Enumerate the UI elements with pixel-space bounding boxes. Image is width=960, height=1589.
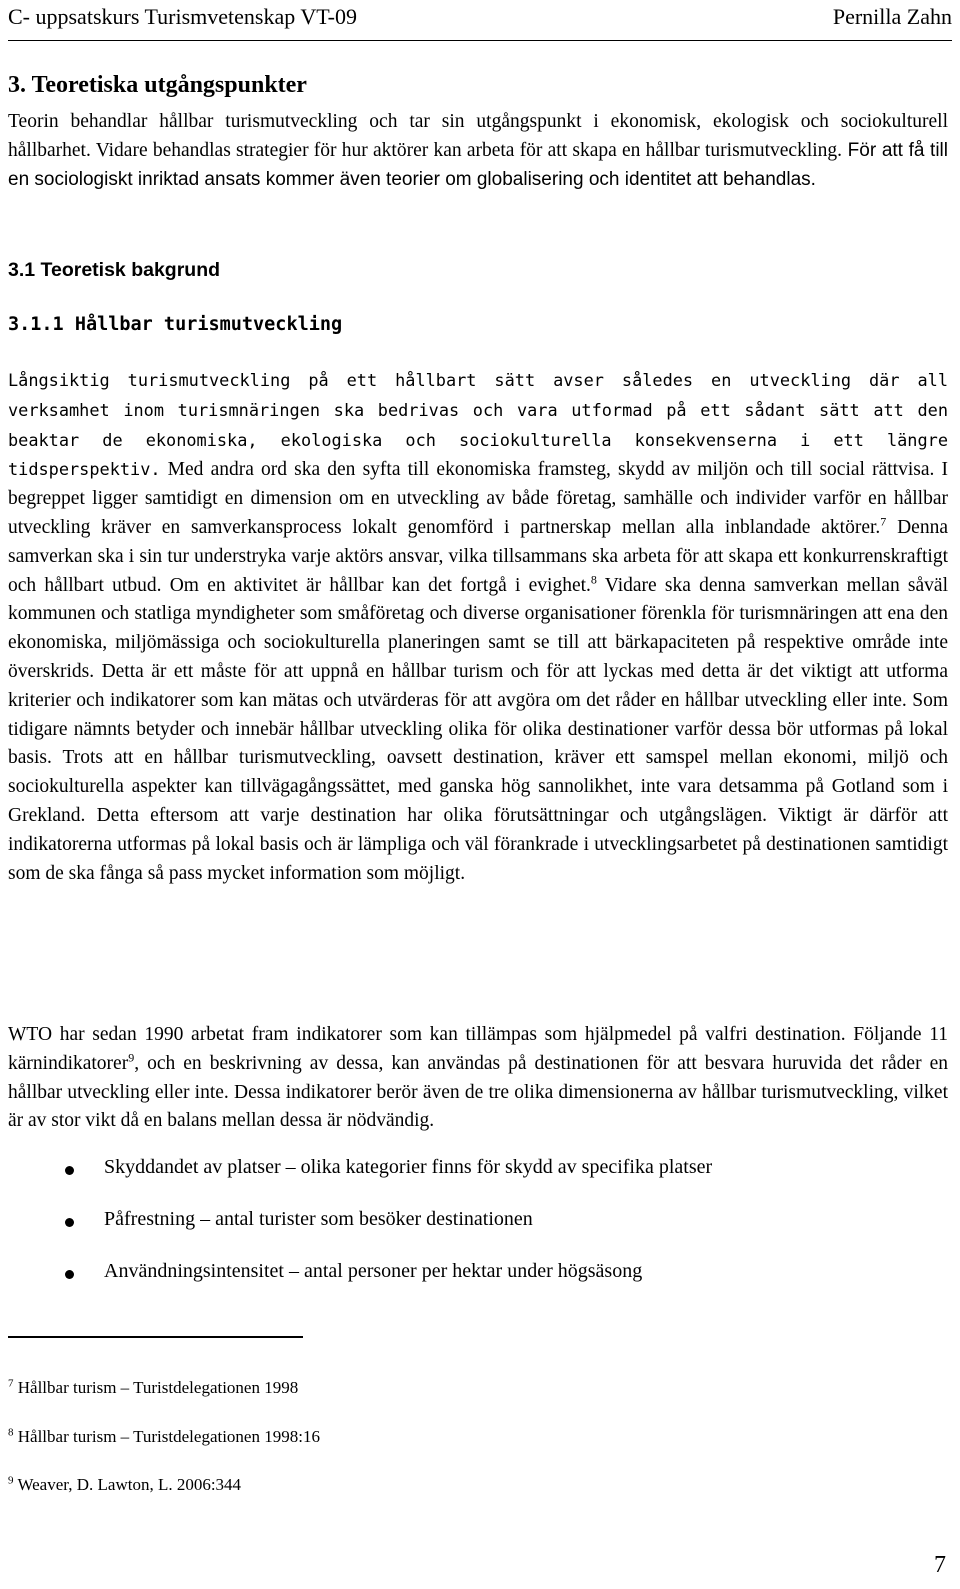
bullet-icon xyxy=(65,1166,74,1175)
indicator-list xyxy=(0,1156,960,1312)
para2-text-a: WTO har sedan 1990 arbetat fram indikatorer som kan tillämpas som hjälpmedel på valfri destination. Följande 11 kärnindikatorer xyxy=(8,1024,948,1074)
footnote-7 xyxy=(8,1378,298,1398)
footnote-text: Hållbar turism – Turistdelegationen 1998 xyxy=(13,1378,299,1397)
intro-text-2: För att få till en sociologiskt inriktad ansats kommer även teorier om globalisering och identitet att behandlas. xyxy=(8,139,948,190)
header-author: Pernilla Zahn xyxy=(832,4,952,29)
section-title: 3. Teoretiska utgångspunkter xyxy=(8,72,307,98)
list-item xyxy=(0,1260,960,1312)
list-item-text: Påfrestning – antal turister som besöker destinationen xyxy=(104,1208,533,1230)
list-item-text: Användningsintensitet – antal personer per hektar under högsäsong xyxy=(104,1260,643,1282)
list-item-text: Skyddandet av platser – olika kategorier finns för skydd av specifika platser xyxy=(104,1156,713,1178)
subsubsection-title: 3.1.1 Hållbar turismutveckling xyxy=(8,314,343,335)
para1-text-c: Denna samverkan ska i sin tur understryka varje aktörs ansvar, vilka tillsammans ska arbeta för att skapa ett konkurrenskraftigt och hållbart utbud. Om en aktivitet är hållbar kan det fortgå i evighet. xyxy=(8,516,948,596)
footnote-ref-8[interactable]: 8 xyxy=(590,572,597,587)
bullet-icon xyxy=(65,1270,74,1279)
bullet-icon xyxy=(65,1218,74,1227)
intro-paragraph xyxy=(8,108,948,194)
header-course: C- uppsatskurs Turismvetenskap VT-09 xyxy=(8,4,357,29)
para1-text-d: Vidare ska denna samverkan mellan såväl kommunen och statliga myndigheter som småföretag och diverse organisationer förenkla för turismnäringen att ena den ekonomiska, miljömässiga och sociokulturella planeringen samt se till att bärkapaciteten på respektive område inte överskrids. Detta är ett måste för att uppnå en hållbar turism och för att lyckas med detta är det viktigt att utforma kriterier och indikatorer som kan mätas och utvärderas för att avgöra om det råder en hållbar utveckling eller inte. Som tidigare nämnts betyder och innebär hållbar utveckling olika för olika destinationer varför dessa bör utformas på lokal basis. Trots att en hållbar turismutveckling, oavsett destination, kräver ett samspel mellan ekonomi, miljö och sociokulturella aspekter kan tillvägagångssättet, med ganska hög sannolikhet, inte vara detsamma på Gotland som i Grekland. Detta eftersom att varje destination har olika förutsättningar och utgångslägen. Viktigt är därför att indikatorerna utformas på lokal basis och är lämpliga och väl förankrade i utvecklingsarbetet på destinationen samtidigt som de ska fånga så pass mycket information som möjligt. xyxy=(8,574,948,884)
footnote-text: Weaver, D. Lawton, L. 2006:344 xyxy=(13,1475,242,1494)
footnote-number: 9 xyxy=(8,1474,14,1487)
list-item xyxy=(0,1208,960,1260)
list-item xyxy=(0,1156,960,1208)
footnote-number: 8 xyxy=(8,1426,14,1439)
footnote-ref-9[interactable]: 9 xyxy=(128,1050,135,1065)
page-number: 7 xyxy=(934,1552,946,1578)
para2-text-b: , och en beskrivning av dessa, kan användas på destinationen för att besvara huruvida det råder en hållbar utveckling eller inte. Dessa indikatorer berör även de tre olika dimensionerna av hållbar turismutveckling, vilket är av stor vikt då en balans mellan dessa är nödvändig. xyxy=(8,1052,948,1132)
footnote-divider xyxy=(8,1336,303,1338)
intro-text-1: Teorin behandlar hållbar turismutveckling och tar sin utgångspunkt i ekonomisk, ekologisk och sociokulturell hållbarhet. Vidare behandlas strategier för hur aktörer kan arbeta för att skapa en hållbar turismutveckling. xyxy=(8,111,948,161)
footnote-number: 7 xyxy=(8,1377,14,1390)
footnote-ref-7[interactable]: 7 xyxy=(880,514,887,529)
footnote-text: Hållbar turism – Turistdelegationen 1998:16 xyxy=(13,1427,320,1446)
body-paragraph-2 xyxy=(8,1021,948,1136)
page-header xyxy=(8,0,952,41)
subsection-title: 3.1 Teoretisk bakgrund xyxy=(8,259,221,281)
body-paragraph-1 xyxy=(8,366,948,888)
footnote-9 xyxy=(8,1475,241,1495)
para1-text-b: Med andra ord ska den syfta till ekonomiska framsteg, skydd av miljön och till social rättvisa. I begreppet ligger samtidigt en dimension om en utveckling av både företag, samhälle och individer varför en hållbar utveckling kräver en samverkansprocess lokalt genomförd i partnerskap mellan alla inblandade aktörer. xyxy=(8,459,948,538)
footnote-8 xyxy=(8,1427,320,1447)
para1-text-a: Långsiktig turismutveckling på ett hållbart sätt avser således en utveckling där all verksamhet inom turismnäringen ska bedrivas och vara utformad på ett sådant sätt att den beaktar de ekonomiska, ekologiska och sociokulturella konsekvenserna i ett längre tidsperspektiv. xyxy=(8,370,948,480)
